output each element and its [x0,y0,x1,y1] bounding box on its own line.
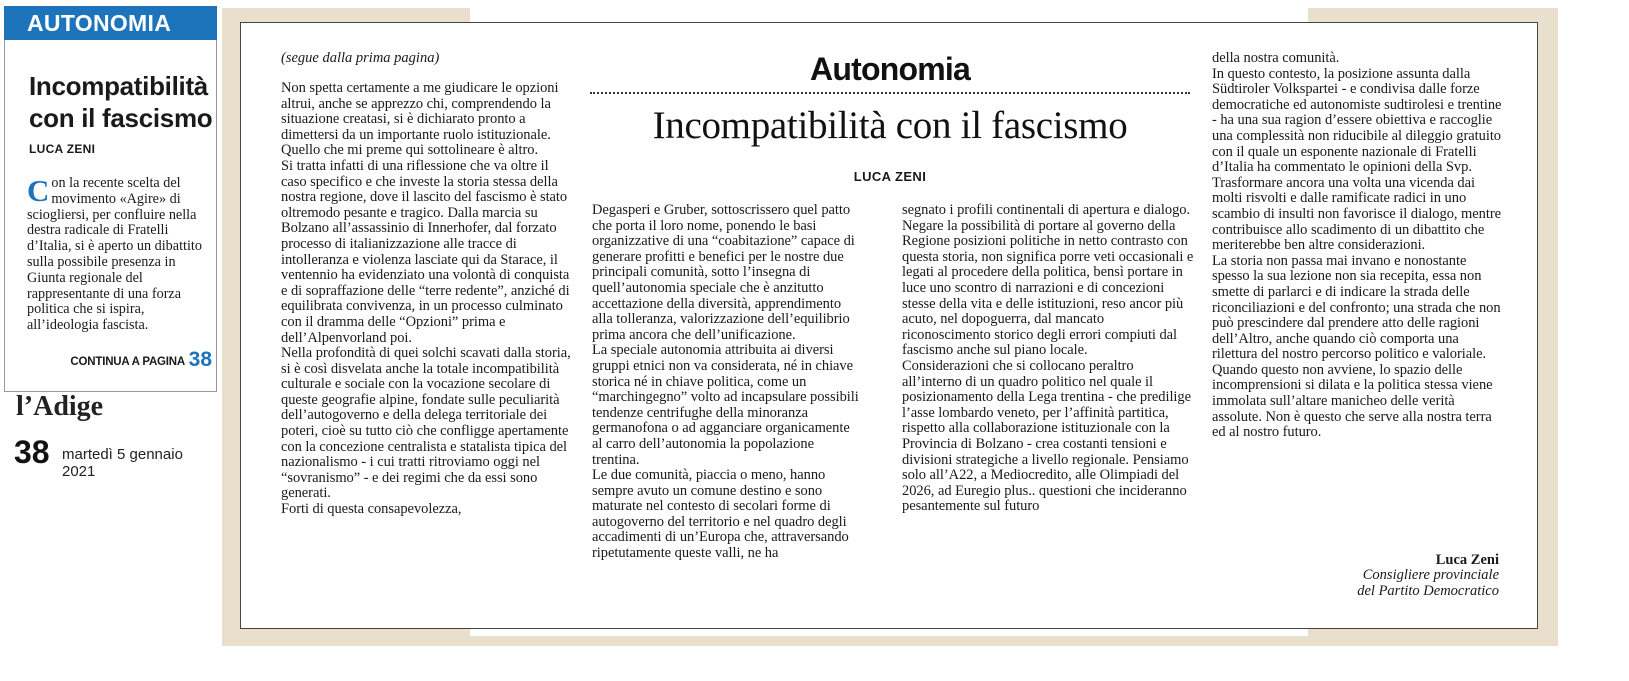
paragraph: segnato i profili continentali di apertura e dialogo. [902,202,1191,218]
clipping-body [27,173,212,334]
paragraph: La storia non passa mai invano e nonostante spesso la sua lezione non sia recepita, essa non smette di parlarci e di indicare la strada delle riconciliazioni e del confronto; una strada che non può prescindere dal prendere atto delle ragioni dell’Altro, anche quando ciò comporta una rilettura del nostro percorso politico e valoriale. [1212,252,1501,363]
paragraph: Si tratta infatti di una riflessione che va oltre il caso specifico e che investe la storia stessa della nostra regione, dove il lascito del fascismo è stato oltremodo pesante e tragico. Dalla marcia su Bolzano all’assassinio di Innerhofer, dal forzato processo di italianizzazione alle tracce di intolleranza e violenza lasciate qui da Starace, il ventennio ha evidenziato una volontà di conquista e di sopraffazione delle “terre redente”, anziché di equilibrata convivenza, in un processo culminato con il dramma delle “Opzioni” prima e dell’Alpenvorland poi. [281,157,570,346]
signature-role-line: del Partito Democratico [1357,582,1499,599]
clipping-body-text: on la recente scelta del movimento «Agire» di sciogliersi, per confluire nella destra radicale di Fratelli d’Italia, si è aperto un dibattito sulla possibile presenza in Giunta regionale del rappresentante di una forza politica che si ispira, all’ideologia fascista. [27,175,202,334]
article-column-4 [1212,51,1507,441]
paragraph: La speciale autonomia attribuita ai diversi gruppi etnici non va considerata, né in chiave storica né in chiave politica, come un “marchingegno” volto ad incapsulare possibili tendenze centrifughe della minoranza germanofona o ad agganciare organicamente al carro dell’autonomia la popolazione trentina. [592,342,859,468]
scan-background-bottom [222,636,1558,646]
page-number: 38 [14,434,50,470]
front-page-clipping [4,6,218,674]
clipping-box [4,40,217,392]
paragraph: Le due comunità, piaccia o meno, hanno sempre avuto un comune destino e sono maturate nel contesto di secolari forme di autogoverno del territorio e nel quadro degli accadimenti di un’Europa che, attraversando ripetutamente queste valli, ne ha [592,467,849,562]
article-page [240,22,1538,629]
signature-name: Luca Zeni [1435,552,1499,568]
continued-note: (segue dalla prima pagina) [281,50,440,66]
article-kicker: Autonomia [810,51,970,87]
clipping-author: LUCA ZENI [29,142,96,156]
paragraph: della nostra comunità. [1212,50,1340,66]
clipping-title: Incompatibilità con il fascismo [29,71,213,133]
paragraph: Considerazioni che si collocano peraltro all’interno di un quadro politico nel quale il posizionamento della Lega trentina - che predilige l’asse lombardo veneto, per l’affinità partitica, rispetto alla collaborazione istituzionale con la Provincia di Bolzano - crea costanti tensioni e divisioni strategiche a livello regionale. Pensiamo solo all’A22, a Mediocredito, alle Olimpiadi del 2026, ad Euregio plus.. questioni che incideranno pesantemente sul futuro [902,357,1191,515]
paragraph: Nella profondità di quei solchi scavati dalla storia, si è così disvelata anche la totale incompatibilità culturale e sociale con la vocazione secolare di queste geografie alpine, fondate sulle peculiarità dell’autogoverno e della delega territoriale dei poteri, cioè su tutto ciò che confligge apertamente con la concezione centralista e statalista tipica del nazionalismo - i cui tratti ritroviamo oggi nel “sovranismo” - e dei regimi che da essi sono generati. [281,345,571,502]
article-headline: Incompatibilità con il fascismo [652,104,1128,147]
paragraph: Non spetta certamente a me giudicare le opzioni altrui, anche se apprezzo chi, comprendendo la situazione creatasi, si è dichiarato pronto a dimettersi da un importante ruolo istituzionale. Quello che mi preme qui sottolineare è altro. [281,80,559,159]
newspaper-logo: l’Adige [16,391,104,422]
signature-role [1357,568,1499,599]
drop-cap: C [27,173,50,208]
paragraph: Forti di questa consapevolezza, [281,501,462,518]
kicker-divider [590,92,1190,94]
paragraph: In questo contesto, la posizione assunta dalla Südtiroler Volkspartei - e condivisa dalle forze democratiche ed autonomiste sudtirolesi e trentine - ha una sua ragion d’essere obiettiva e raccoglie una complessità non riducibile al dileggio gratuito con il quale un esponente nazionale di Fratelli d’Italia ha commentato le opinioni della Svp. Trasformare ancora una volta una vicenda dai molti risvolti e dalle ramificate radici in uno scambio di insulti non favorisce il dialogo, mentre contribuisce allo scadimento di un dibattito che meriterebbe ben altre considerazioni. [1212,65,1502,254]
article-column-3 [902,203,1195,515]
paragraph: Degasperi e Gruber, sottoscrissero quel patto che porta il loro nome, ponendo le basi organizzative di una “coabitazione” capace di generare profitti e benefici per le nostre due principali comunità, sotto l’insegna di quell’autonomia speciale che è anzitutto accettazione della diversità, apprendimento alla tolleranza, valorizzazione dell’equilibrio prima ancora che dell’unificazione. [592,202,855,343]
issue-date: martedì 5 gennaio 2021 [62,446,183,480]
article-column-2 [592,203,862,562]
article-column-1 [281,81,571,518]
signature-role-line: Consigliere provinciale [1362,567,1499,583]
paragraph: Negare la possibilità di portare al governo della Regione posizioni politiche in netto contrasto con questa storia, non significa porre veti occasionali e legati al procedere della politica, bensì portare in luce uno scontro di narrazioni e di concezioni stesse della vita e delle istituzioni, reso ancor più acuto, nel dopoguerra, dal mancato riconoscimento storico degli errori compiuti dal fascismo anche sul piano locale. [902,217,1194,359]
continue-label: CONTINUA A PAGINA [70,356,185,368]
continue-page-number: 38 [188,348,212,371]
article-byline: LUCA ZENI [853,169,927,184]
paragraph: Quando questo non avviene, lo spazio delle incomprensioni si dilata e la politica stessa viene immolata sull’altare manicheo delle verità assolute. Non è questo che serve alla nostra terra ed al nostro futuro. [1212,361,1493,441]
section-tag: AUTONOMIA [4,6,217,40]
